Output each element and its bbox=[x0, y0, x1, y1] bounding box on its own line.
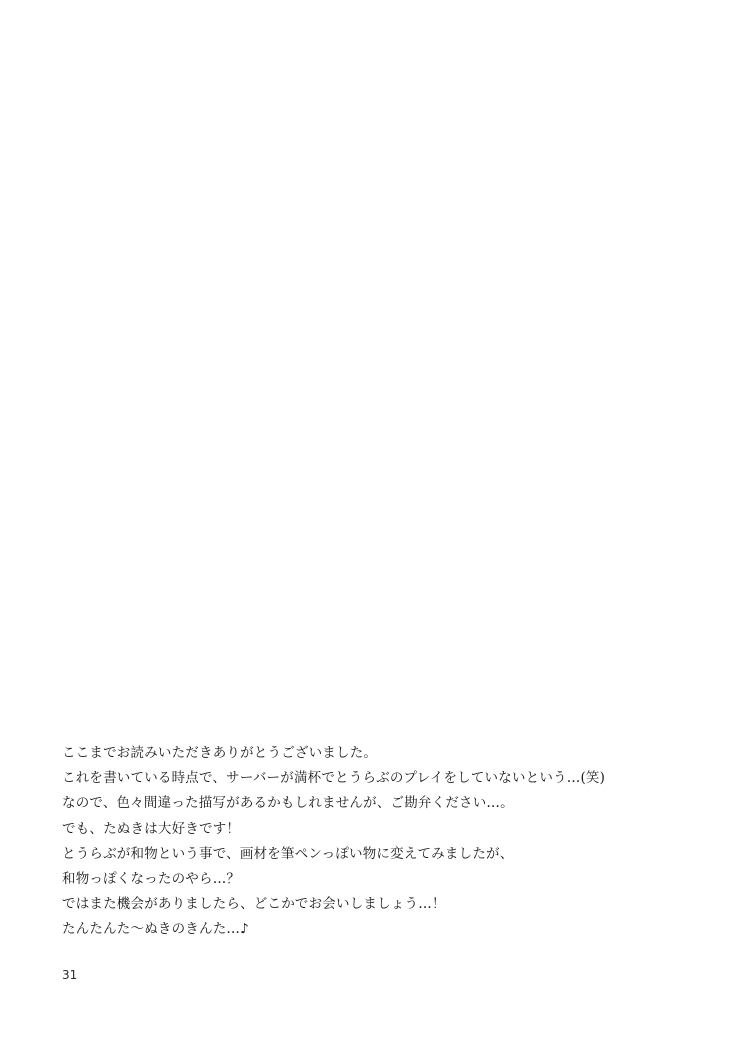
afterword-line: たんたんた〜ぬきのきんた…♪ bbox=[62, 921, 249, 938]
afterword-line: これを書いている時点で、サーバーが満杯でとうらぶのプレイをしていないという…(笑) bbox=[62, 770, 606, 787]
afterword-line: でも、たぬきは大好きです！ bbox=[62, 820, 241, 837]
afterword-line: とうらぶが和物という事で、画材を筆ペンっぽい物に変えてみましたが、 bbox=[62, 845, 514, 862]
afterword-text-block bbox=[62, 744, 682, 946]
afterword-line: 和物っぽくなったのやら…？ bbox=[62, 871, 241, 888]
afterword-line: ここまでお読みいただきありがとうございました。 bbox=[62, 745, 378, 761]
afterword-line: なので、色々間違った描写があるかもしれませんが、ご勘弁ください…。 bbox=[62, 795, 514, 812]
page-number: 31 bbox=[62, 968, 78, 982]
afterword-line: ではまた機会がありましたら、どこかでお会いしましょう…！ bbox=[62, 896, 446, 913]
